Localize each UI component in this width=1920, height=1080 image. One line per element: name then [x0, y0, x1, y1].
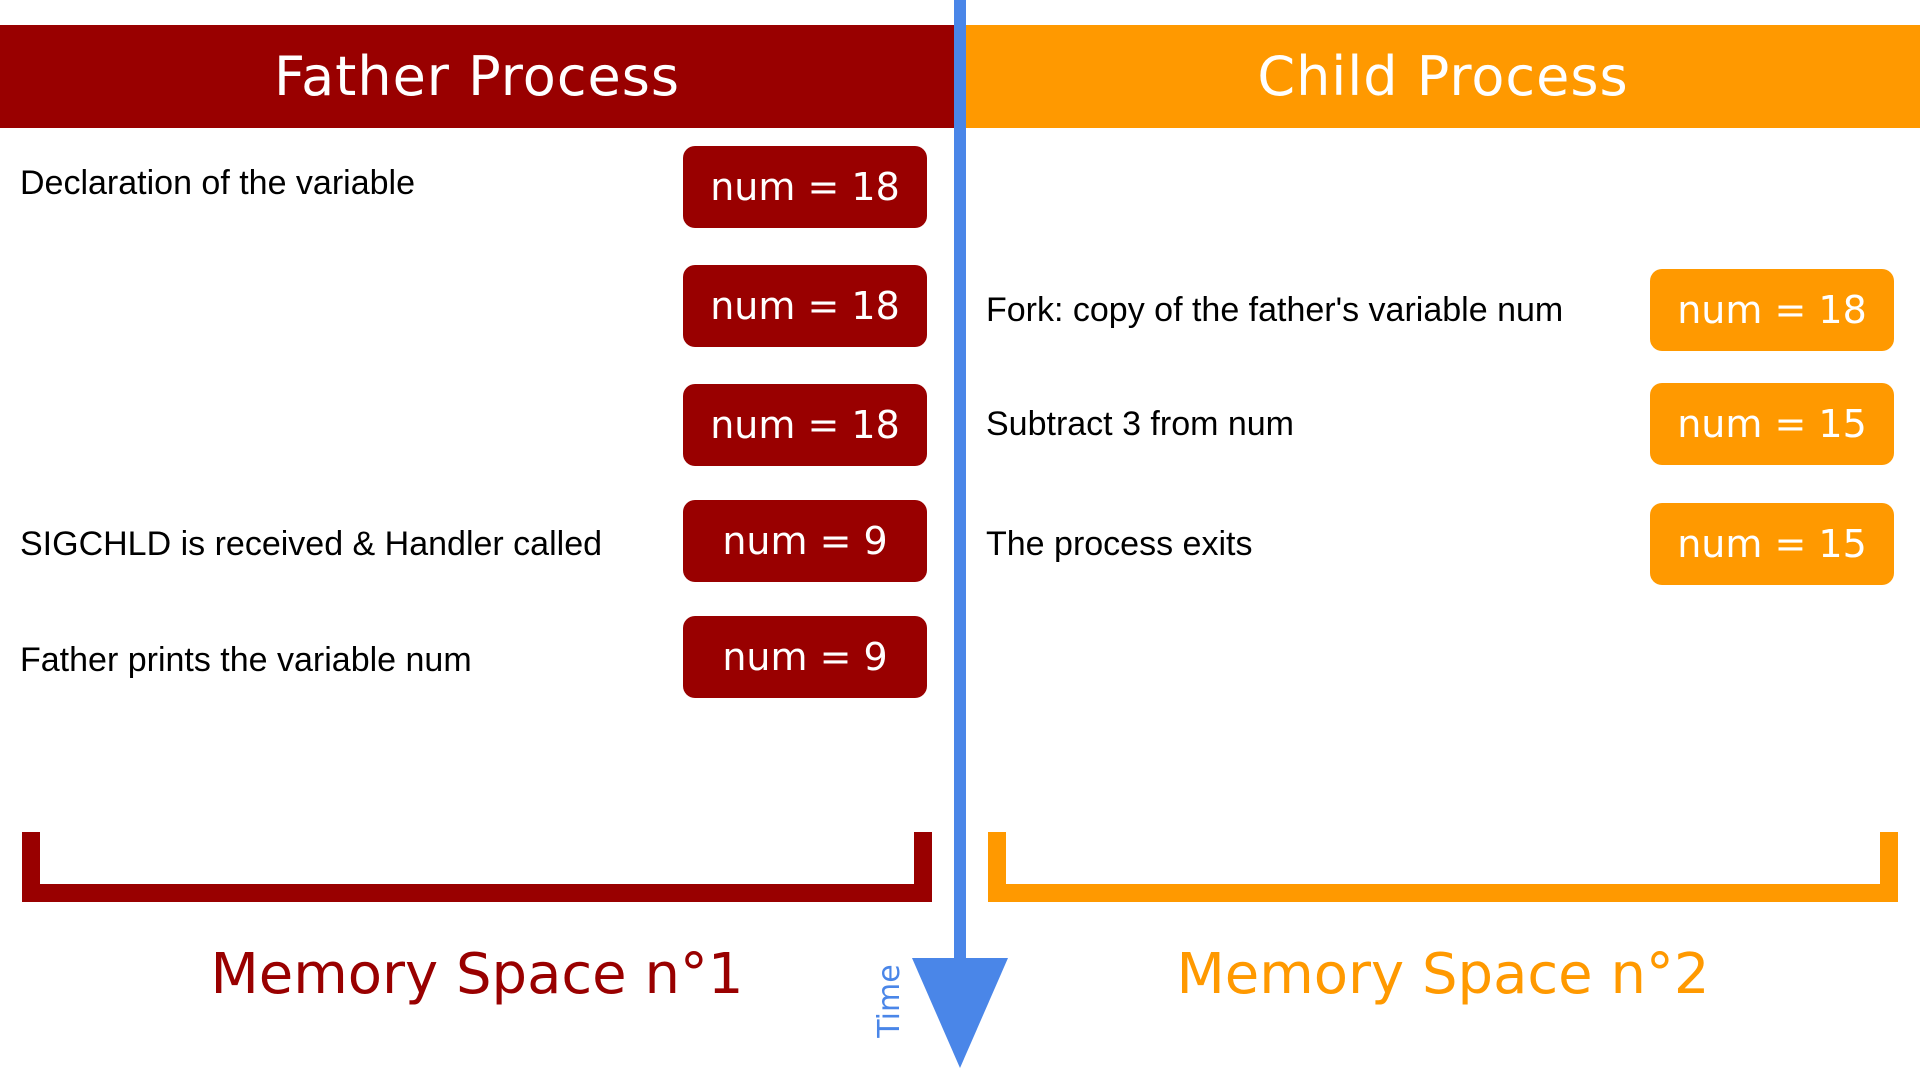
time-arrow-head-icon: [912, 958, 1008, 1068]
father-row-5-description: Father prints the variable num: [20, 641, 472, 679]
child-row-1-description: Fork: copy of the father's variable num: [986, 291, 1564, 329]
time-axis-label: Time: [872, 964, 907, 1038]
father-row-4-description: SIGCHLD is received & Handler called: [20, 525, 603, 563]
father-process-header: Father Process: [0, 25, 954, 128]
father-memory-bracket: [22, 832, 932, 902]
father-row-4-value-badge: num = 9: [683, 500, 927, 582]
father-row-3-value-badge: num = 18: [683, 384, 927, 466]
child-memory-bracket: [988, 832, 1898, 902]
child-row-2-value-badge: num = 15: [1650, 383, 1894, 465]
memory-space-2-label: Memory Space n°2: [1176, 942, 1710, 1007]
father-row-1-description: Declaration of the variable: [20, 164, 416, 202]
memory-space-1-label: Memory Space n°1: [210, 942, 744, 1007]
child-row-3-description: The process exits: [986, 525, 1253, 563]
time-axis-line: [954, 0, 966, 980]
father-row-5-value-badge: num = 9: [683, 616, 927, 698]
child-process-header: Child Process: [966, 25, 1920, 128]
father-row-2-value-badge: num = 18: [683, 265, 927, 347]
father-row-1-value-badge: num = 18: [683, 146, 927, 228]
child-row-2-description: Subtract 3 from num: [986, 405, 1295, 443]
child-row-1-value-badge: num = 18: [1650, 269, 1894, 351]
child-row-3-value-badge: num = 15: [1650, 503, 1894, 585]
